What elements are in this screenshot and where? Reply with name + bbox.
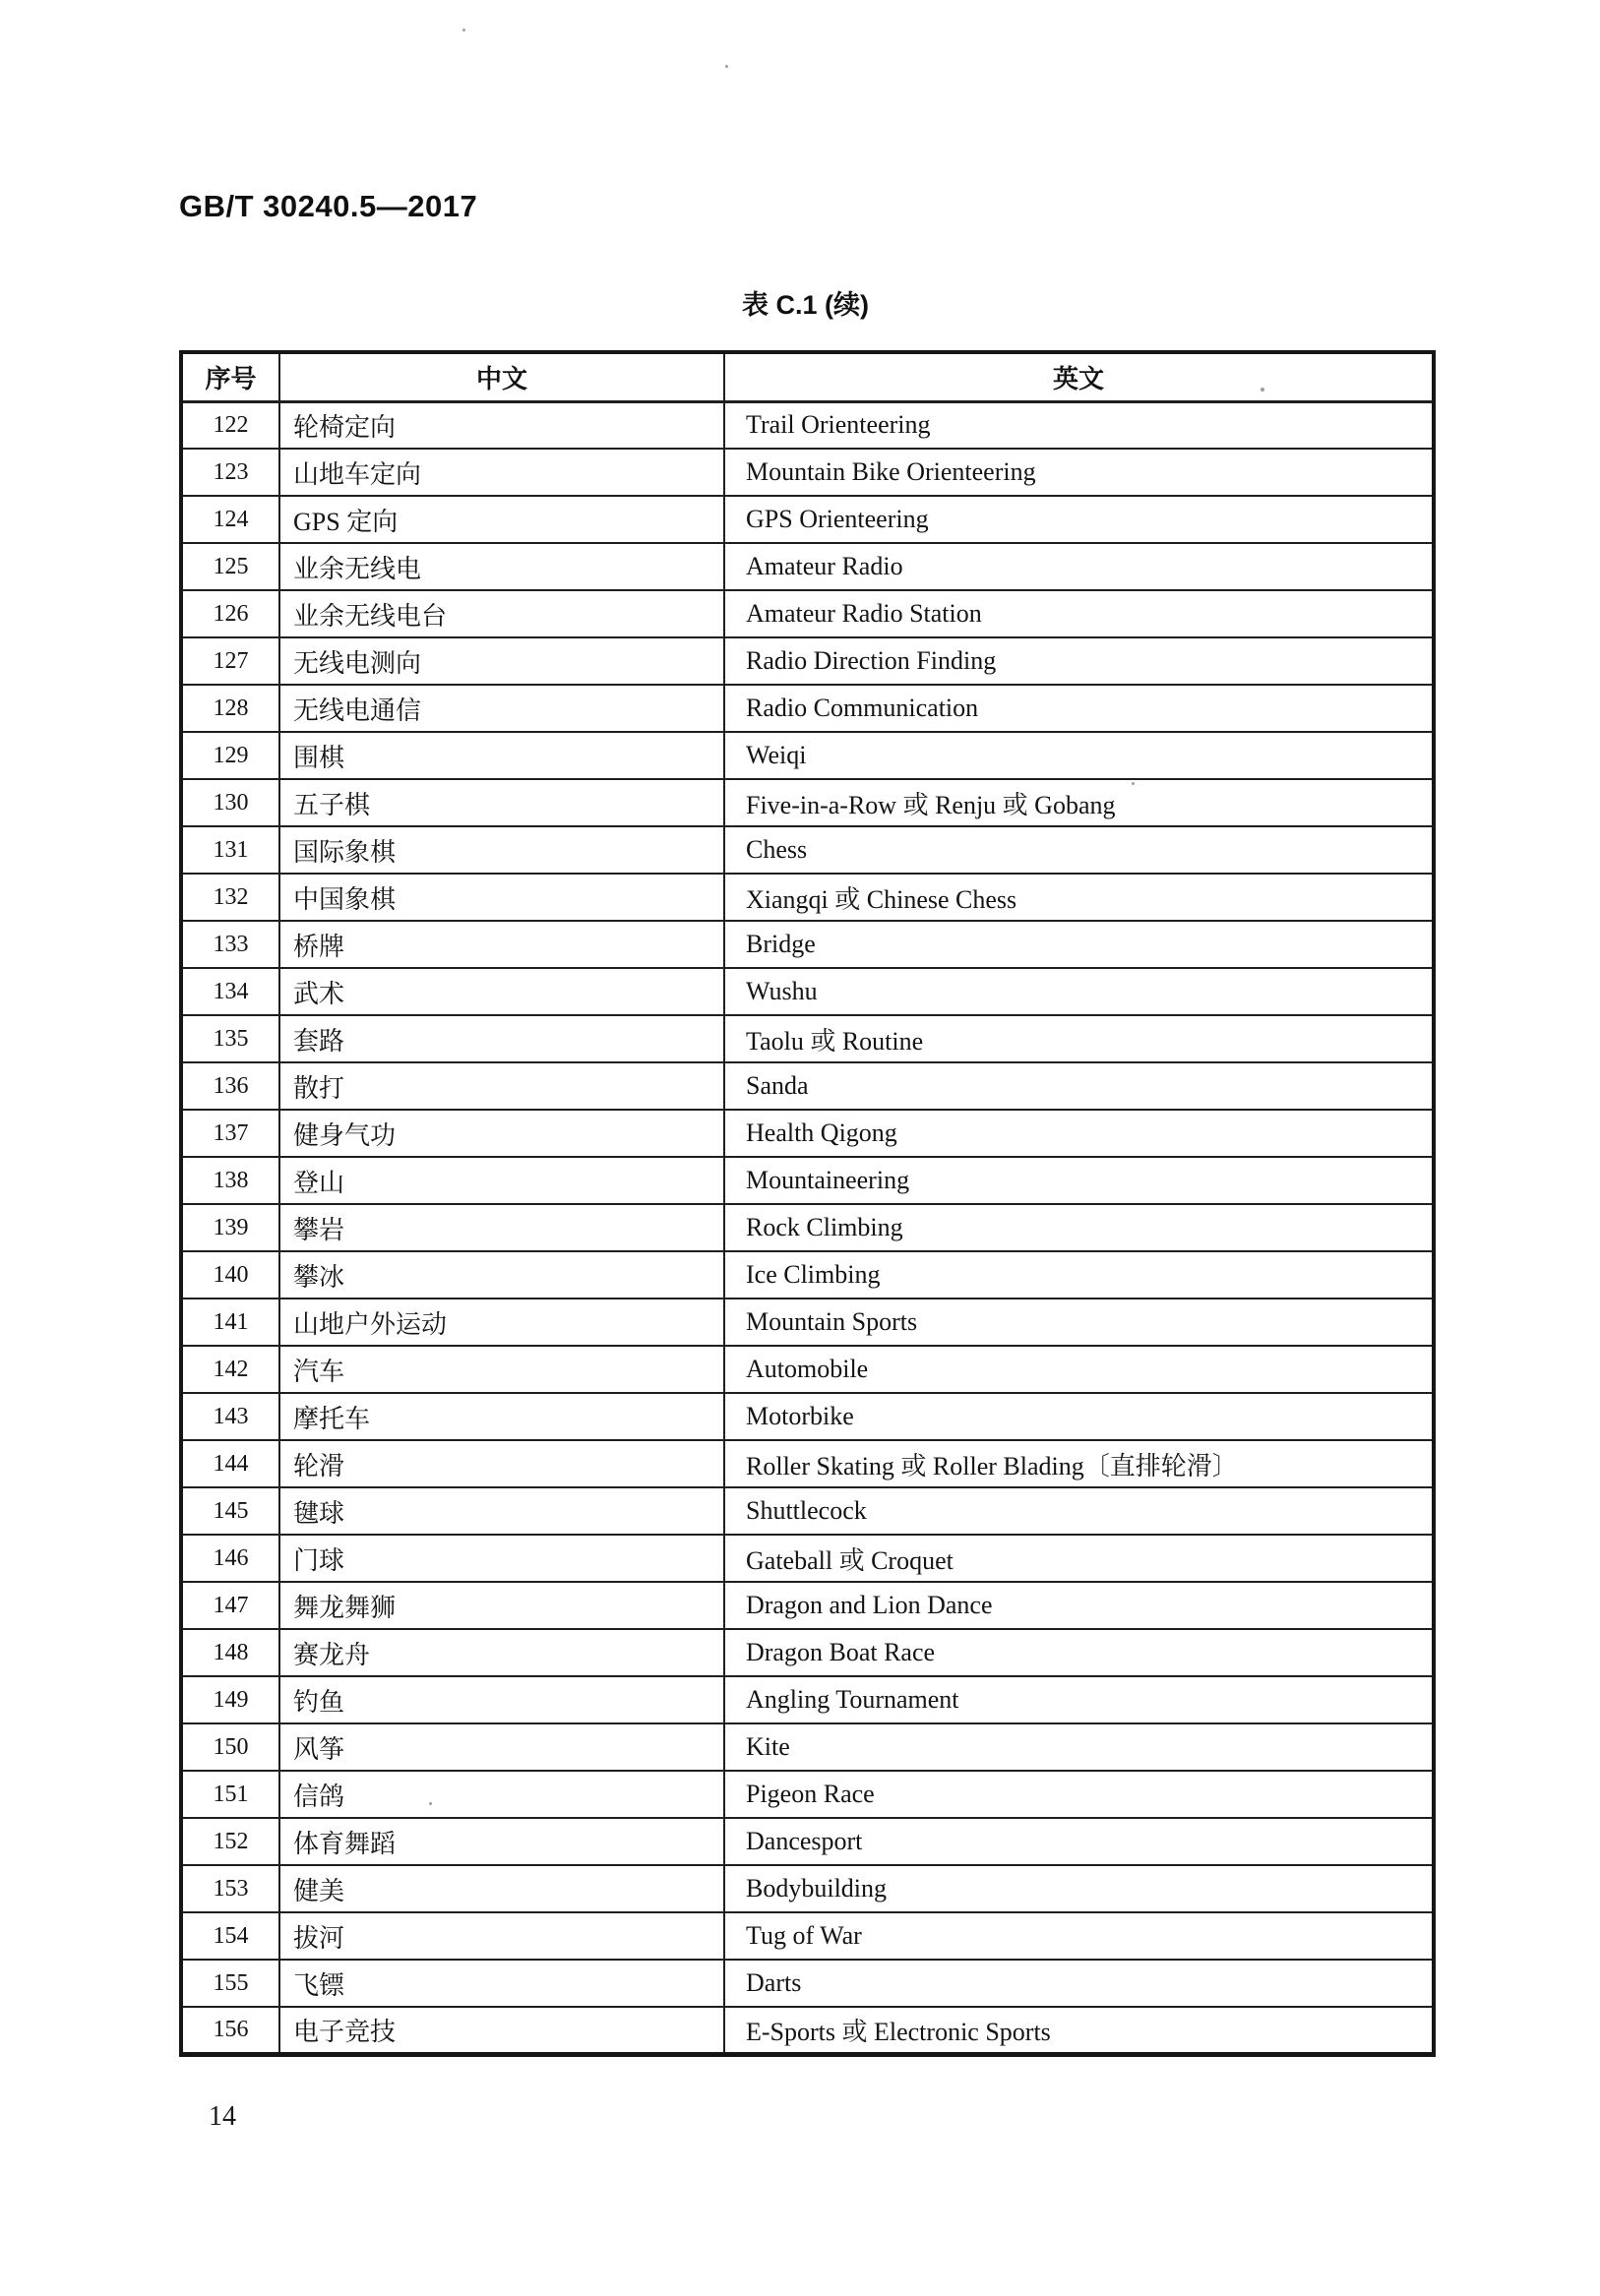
cell-chinese: 轮滑 [279, 1440, 724, 1487]
cell-chinese: 健美 [279, 1865, 724, 1912]
cell-chinese: 登山 [279, 1157, 724, 1204]
cell-index: 134 [181, 968, 279, 1015]
cell-english: Amateur Radio [724, 543, 1434, 590]
table-row [181, 449, 1434, 496]
cell-index: 154 [181, 1912, 279, 1960]
cell-index: 125 [181, 543, 279, 590]
cell-english: Ice Climbing [724, 1251, 1434, 1299]
table-row [181, 1487, 1434, 1535]
cell-index: 140 [181, 1251, 279, 1299]
cell-chinese: 健身气功 [279, 1110, 724, 1157]
cell-english: Automobile [724, 1346, 1434, 1393]
cell-chinese: 飞镖 [279, 1960, 724, 2007]
cell-english: Amateur Radio Station [724, 590, 1434, 637]
cell-index: 147 [181, 1582, 279, 1629]
cell-english: Dancesport [724, 1818, 1434, 1865]
cell-index: 149 [181, 1676, 279, 1723]
cell-index: 148 [181, 1629, 279, 1676]
cell-chinese: 赛龙舟 [279, 1629, 724, 1676]
table-row [181, 637, 1434, 685]
table-row [181, 685, 1434, 732]
table-row [181, 496, 1434, 543]
cell-english: Shuttlecock [724, 1487, 1434, 1535]
cell-index: 132 [181, 874, 279, 921]
cell-chinese: 中国象棋 [279, 874, 724, 921]
table-row [181, 2007, 1434, 2054]
cell-index: 135 [181, 1015, 279, 1062]
cell-chinese: 山地车定向 [279, 449, 724, 496]
cell-english: Pigeon Race [724, 1771, 1434, 1818]
cell-index: 139 [181, 1204, 279, 1251]
table-row [181, 826, 1434, 874]
table-row [181, 1393, 1434, 1440]
cell-english: Tug of War [724, 1912, 1434, 1960]
table-row [181, 1062, 1434, 1110]
cell-english: GPS Orienteering [724, 496, 1434, 543]
cell-index: 150 [181, 1723, 279, 1771]
cell-chinese: 国际象棋 [279, 826, 724, 874]
cell-english: Xiangqi 或 Chinese Chess [724, 874, 1434, 921]
cell-english: Wushu [724, 968, 1434, 1015]
cell-chinese: 武术 [279, 968, 724, 1015]
scan-speck [429, 1802, 432, 1805]
cell-index: 153 [181, 1865, 279, 1912]
table-row [181, 1676, 1434, 1723]
cell-chinese: 汽车 [279, 1346, 724, 1393]
cell-index: 142 [181, 1346, 279, 1393]
table-row [181, 1157, 1434, 1204]
cell-index: 130 [181, 779, 279, 826]
cell-chinese: 摩托车 [279, 1393, 724, 1440]
cell-english: Mountain Bike Orienteering [724, 449, 1434, 496]
cell-english: Chess [724, 826, 1434, 874]
cell-english: Dragon Boat Race [724, 1629, 1434, 1676]
cell-chinese: 攀冰 [279, 1251, 724, 1299]
table-row [181, 543, 1434, 590]
cell-chinese: 钓鱼 [279, 1676, 724, 1723]
table-row [181, 1440, 1434, 1487]
cell-english: Mountaineering [724, 1157, 1434, 1204]
cell-english: Five-in-a-Row 或 Renju 或 Gobang [724, 779, 1434, 826]
cell-chinese: 攀岩 [279, 1204, 724, 1251]
table-row [181, 1723, 1434, 1771]
cell-index: 143 [181, 1393, 279, 1440]
cell-index: 128 [181, 685, 279, 732]
header-row [181, 352, 1434, 401]
terminology-table [179, 350, 1436, 2057]
table-row [181, 779, 1434, 826]
table-header [181, 352, 1434, 401]
cell-index: 156 [181, 2007, 279, 2054]
table-row [181, 590, 1434, 637]
cell-english: Health Qigong [724, 1110, 1434, 1157]
cell-english: Roller Skating 或 Roller Blading〔直排轮滑〕 [724, 1440, 1434, 1487]
cell-english: Taolu 或 Routine [724, 1015, 1434, 1062]
column-header-index: 序号 [181, 352, 279, 401]
table-row [181, 1818, 1434, 1865]
cell-chinese: 拔河 [279, 1912, 724, 1960]
cell-index: 124 [181, 496, 279, 543]
cell-index: 127 [181, 637, 279, 685]
cell-english: E-Sports 或 Electronic Sports [724, 2007, 1434, 2054]
cell-index: 129 [181, 732, 279, 779]
cell-index: 131 [181, 826, 279, 874]
column-header-english: 英文 [724, 352, 1434, 401]
table-row [181, 921, 1434, 968]
cell-english: Darts [724, 1960, 1434, 2007]
cell-chinese: 围棋 [279, 732, 724, 779]
column-header-chinese: 中文 [279, 352, 724, 401]
table-caption: 表 C.1 (续) [741, 290, 869, 320]
cell-chinese: 山地户外运动 [279, 1299, 724, 1346]
cell-chinese: 套路 [279, 1015, 724, 1062]
cell-chinese: 信鸽 [279, 1771, 724, 1818]
scan-speck [725, 65, 728, 68]
cell-chinese: 五子棋 [279, 779, 724, 826]
table-row [181, 1629, 1434, 1676]
page-number: 14 [209, 2101, 236, 2132]
cell-english: Bridge [724, 921, 1434, 968]
table-row [181, 1535, 1434, 1582]
cell-english: Radio Direction Finding [724, 637, 1434, 685]
cell-chinese: 电子竞技 [279, 2007, 724, 2054]
cell-english: Mountain Sports [724, 1299, 1434, 1346]
cell-index: 123 [181, 449, 279, 496]
table-row [181, 1960, 1434, 2007]
cell-english: Weiqi [724, 732, 1434, 779]
cell-index: 122 [181, 401, 279, 449]
cell-chinese: GPS 定向 [279, 496, 724, 543]
scan-speck [1132, 782, 1135, 785]
cell-english: Angling Tournament [724, 1676, 1434, 1723]
table-row [181, 1110, 1434, 1157]
cell-chinese: 桥牌 [279, 921, 724, 968]
table-body [181, 401, 1434, 2054]
cell-chinese: 轮椅定向 [279, 401, 724, 449]
table-row [181, 401, 1434, 449]
table-row [181, 1015, 1434, 1062]
table-row [181, 732, 1434, 779]
cell-english: Gateball 或 Croquet [724, 1535, 1434, 1582]
scan-speck [1261, 388, 1264, 392]
cell-chinese: 门球 [279, 1535, 724, 1582]
cell-index: 137 [181, 1110, 279, 1157]
table-row [181, 1912, 1434, 1960]
table-row [181, 1251, 1434, 1299]
standard-number: GB/T 30240.5—2017 [179, 189, 478, 223]
cell-index: 138 [181, 1157, 279, 1204]
cell-chinese: 业余无线电台 [279, 590, 724, 637]
scan-speck [462, 29, 465, 31]
cell-chinese: 风筝 [279, 1723, 724, 1771]
cell-english: Bodybuilding [724, 1865, 1434, 1912]
table-row [181, 874, 1434, 921]
cell-index: 151 [181, 1771, 279, 1818]
cell-chinese: 舞龙舞狮 [279, 1582, 724, 1629]
cell-chinese: 业余无线电 [279, 543, 724, 590]
cell-index: 144 [181, 1440, 279, 1487]
cell-english: Kite [724, 1723, 1434, 1771]
table-row [181, 1582, 1434, 1629]
cell-english: Rock Climbing [724, 1204, 1434, 1251]
cell-chinese: 无线电通信 [279, 685, 724, 732]
cell-index: 133 [181, 921, 279, 968]
cell-index: 146 [181, 1535, 279, 1582]
cell-english: Sanda [724, 1062, 1434, 1110]
cell-index: 126 [181, 590, 279, 637]
cell-chinese: 毽球 [279, 1487, 724, 1535]
table-row [181, 1204, 1434, 1251]
table-row [181, 1865, 1434, 1912]
cell-index: 141 [181, 1299, 279, 1346]
table-row [181, 1299, 1434, 1346]
cell-chinese: 散打 [279, 1062, 724, 1110]
cell-english: Radio Communication [724, 685, 1434, 732]
table-row [181, 1346, 1434, 1393]
table-row [181, 1771, 1434, 1818]
cell-index: 155 [181, 1960, 279, 2007]
cell-index: 152 [181, 1818, 279, 1865]
cell-chinese: 体育舞蹈 [279, 1818, 724, 1865]
cell-english: Dragon and Lion Dance [724, 1582, 1434, 1629]
table-row [181, 968, 1434, 1015]
cell-index: 136 [181, 1062, 279, 1110]
cell-chinese: 无线电测向 [279, 637, 724, 685]
cell-index: 145 [181, 1487, 279, 1535]
cell-english: Motorbike [724, 1393, 1434, 1440]
cell-english: Trail Orienteering [724, 401, 1434, 449]
